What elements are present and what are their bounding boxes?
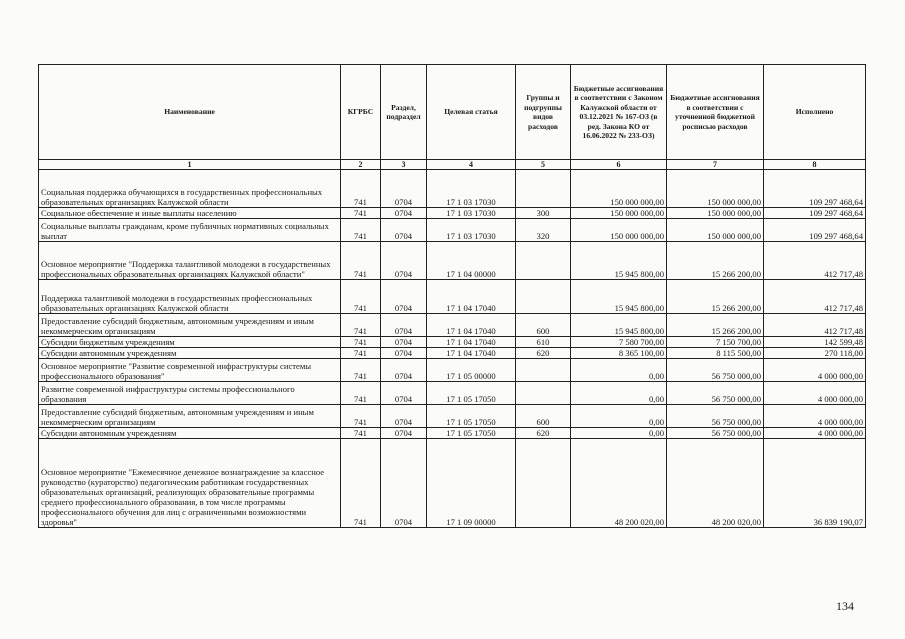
row-group: 620 [516, 428, 571, 439]
table-row [39, 405, 866, 428]
row-done-amount: 109 297 468,64 [764, 208, 866, 219]
row-law-amount: 0,00 [571, 359, 667, 382]
row-article: 17 1 04 17040 [427, 348, 516, 359]
row-razdel: 0704 [381, 314, 427, 337]
row-law-amount: 150 000 000,00 [571, 208, 667, 219]
row-kgrbs: 741 [341, 359, 381, 382]
row-law-amount: 48 200 020,00 [571, 439, 667, 528]
row-law-amount: 15 945 800,00 [571, 280, 667, 314]
row-name: Основное мероприятие "Развитие современной инфраструктуры системы профессионального образования" [39, 359, 341, 382]
header-done: Исполнено [764, 65, 866, 160]
row-group: 300 [516, 208, 571, 219]
row-name: Развитие современной инфраструктуры системы профессионального образования [39, 382, 341, 405]
column-number: 7 [667, 160, 764, 170]
row-article: 17 1 03 17030 [427, 208, 516, 219]
row-kgrbs: 741 [341, 280, 381, 314]
row-law-amount: 8 365 100,00 [571, 348, 667, 359]
row-done-amount: 109 297 468,64 [764, 219, 866, 242]
column-number: 6 [571, 160, 667, 170]
row-razdel: 0704 [381, 219, 427, 242]
budget-table [38, 64, 866, 528]
row-name: Субсидии бюджетным учреждениям [39, 337, 341, 348]
row-razdel: 0704 [381, 170, 427, 208]
row-razdel: 0704 [381, 405, 427, 428]
row-name: Субсидии автономным учреждениям [39, 428, 341, 439]
row-name: Социальное обеспечение и иные выплаты населению [39, 208, 341, 219]
row-article: 17 1 04 17040 [427, 314, 516, 337]
header-article: Целевая статья [427, 65, 516, 160]
row-done-amount: 4 000 000,00 [764, 428, 866, 439]
row-name: Основное мероприятие "Ежемесячное денежное вознаграждение за классное руководство (кураторство) педагогическим работникам государственных образовательных организаций, реализующих образовательные программы среднего профессионального образования, в том числе программы профессионального обучения для лиц с ограниченными возможностями здоровья" [39, 439, 341, 528]
row-plan-amount: 15 266 200,00 [667, 242, 764, 280]
row-plan-amount: 8 115 500,00 [667, 348, 764, 359]
row-law-amount: 7 580 700,00 [571, 337, 667, 348]
row-done-amount: 412 717,48 [764, 280, 866, 314]
row-razdel: 0704 [381, 242, 427, 280]
row-razdel: 0704 [381, 382, 427, 405]
column-number: 5 [516, 160, 571, 170]
row-done-amount: 4 000 000,00 [764, 359, 866, 382]
header-law: Бюджетные ассигнования в соответствии с Законом Калужской области от 03.12.2021 № 167-ОЗ (в ред. Закона КО от 16.06.2022 № 233-ОЗ) [571, 65, 667, 160]
table-row [39, 170, 866, 208]
header-name: Наименование [39, 65, 341, 160]
column-number: 4 [427, 160, 516, 170]
row-razdel: 0704 [381, 337, 427, 348]
row-group [516, 439, 571, 528]
table-row [39, 280, 866, 314]
row-plan-amount: 15 266 200,00 [667, 314, 764, 337]
table-row [39, 208, 866, 219]
row-razdel: 0704 [381, 280, 427, 314]
header-razdel: Раздел, подраздел [381, 65, 427, 160]
column-number-row [39, 160, 866, 170]
row-article: 17 1 03 17030 [427, 170, 516, 208]
header-plan: Бюджетные ассигнования в соответствии с уточненной бюджетной росписью расходов [667, 65, 764, 160]
table-row [39, 428, 866, 439]
row-kgrbs: 741 [341, 428, 381, 439]
row-group: 610 [516, 337, 571, 348]
row-done-amount: 36 839 190,07 [764, 439, 866, 528]
row-plan-amount: 56 750 000,00 [667, 382, 764, 405]
row-law-amount: 150 000 000,00 [571, 170, 667, 208]
row-done-amount: 270 118,00 [764, 348, 866, 359]
table-header [39, 65, 866, 160]
column-number: 2 [341, 160, 381, 170]
row-group: 600 [516, 405, 571, 428]
row-kgrbs: 741 [341, 219, 381, 242]
row-kgrbs: 741 [341, 337, 381, 348]
row-article: 17 1 04 00000 [427, 242, 516, 280]
row-law-amount: 0,00 [571, 428, 667, 439]
row-name: Социальная поддержка обучающихся в государственных профессиональных образовательных организациях Калужской области [39, 170, 341, 208]
row-name: Предоставление субсидий бюджетным, автономным учреждениям и иным некоммерческим организациям [39, 405, 341, 428]
row-done-amount: 412 717,48 [764, 314, 866, 337]
table-row [39, 382, 866, 405]
row-plan-amount: 150 000 000,00 [667, 208, 764, 219]
row-law-amount: 150 000 000,00 [571, 219, 667, 242]
page-number: 134 [836, 599, 854, 613]
row-done-amount: 4 000 000,00 [764, 405, 866, 428]
row-kgrbs: 741 [341, 170, 381, 208]
row-kgrbs: 741 [341, 348, 381, 359]
row-kgrbs: 741 [341, 242, 381, 280]
row-article: 17 1 09 00000 [427, 439, 516, 528]
row-plan-amount: 150 000 000,00 [667, 170, 764, 208]
row-plan-amount: 7 150 700,00 [667, 337, 764, 348]
table-row [39, 219, 866, 242]
column-number: 3 [381, 160, 427, 170]
row-group: 620 [516, 348, 571, 359]
row-group [516, 382, 571, 405]
row-group: 320 [516, 219, 571, 242]
row-article: 17 1 03 17030 [427, 219, 516, 242]
row-razdel: 0704 [381, 428, 427, 439]
row-razdel: 0704 [381, 359, 427, 382]
row-article: 17 1 04 17040 [427, 337, 516, 348]
row-article: 17 1 04 17040 [427, 280, 516, 314]
row-group [516, 280, 571, 314]
row-plan-amount: 150 000 000,00 [667, 219, 764, 242]
row-article: 17 1 05 00000 [427, 359, 516, 382]
row-law-amount: 15 945 800,00 [571, 242, 667, 280]
row-done-amount: 4 000 000,00 [764, 382, 866, 405]
table-row [39, 337, 866, 348]
table-row [39, 242, 866, 280]
row-law-amount: 0,00 [571, 405, 667, 428]
row-plan-amount: 48 200 020,00 [667, 439, 764, 528]
table-row [39, 359, 866, 382]
column-number: 1 [39, 160, 341, 170]
row-group [516, 359, 571, 382]
header-group: Группы и подгруппы видов расходов [516, 65, 571, 160]
row-group: 600 [516, 314, 571, 337]
row-group [516, 242, 571, 280]
row-plan-amount: 56 750 000,00 [667, 359, 764, 382]
row-razdel: 0704 [381, 439, 427, 528]
row-kgrbs: 741 [341, 382, 381, 405]
row-name: Основное мероприятие "Поддержка талантливой молодежи в государственных профессиональных образовательных организациях Калужской области" [39, 242, 341, 280]
row-kgrbs: 741 [341, 439, 381, 528]
row-article: 17 1 05 17050 [427, 428, 516, 439]
row-plan-amount: 56 750 000,00 [667, 405, 764, 428]
row-done-amount: 412 717,48 [764, 242, 866, 280]
row-article: 17 1 05 17050 [427, 382, 516, 405]
row-name: Социальные выплаты гражданам, кроме публичных нормативных социальных выплат [39, 219, 341, 242]
row-name: Субсидии автономным учреждениям [39, 348, 341, 359]
row-kgrbs: 741 [341, 208, 381, 219]
header-kgrbs: КГРБС [341, 65, 381, 160]
row-done-amount: 109 297 468,64 [764, 170, 866, 208]
row-group [516, 170, 571, 208]
row-kgrbs: 741 [341, 314, 381, 337]
row-done-amount: 142 599,48 [764, 337, 866, 348]
row-plan-amount: 56 750 000,00 [667, 428, 764, 439]
column-number: 8 [764, 160, 866, 170]
row-plan-amount: 15 266 200,00 [667, 280, 764, 314]
row-name: Поддержка талантливой молодежи в государственных профессиональных образовательных организациях Калужской области [39, 280, 341, 314]
row-name: Предоставление субсидий бюджетным, автономным учреждениям и иным некоммерческим организациям [39, 314, 341, 337]
row-kgrbs: 741 [341, 405, 381, 428]
table-row [39, 348, 866, 359]
table-row [39, 314, 866, 337]
row-razdel: 0704 [381, 208, 427, 219]
row-article: 17 1 05 17050 [427, 405, 516, 428]
row-law-amount: 0,00 [571, 382, 667, 405]
row-law-amount: 15 945 800,00 [571, 314, 667, 337]
table-row [39, 439, 866, 528]
row-razdel: 0704 [381, 348, 427, 359]
